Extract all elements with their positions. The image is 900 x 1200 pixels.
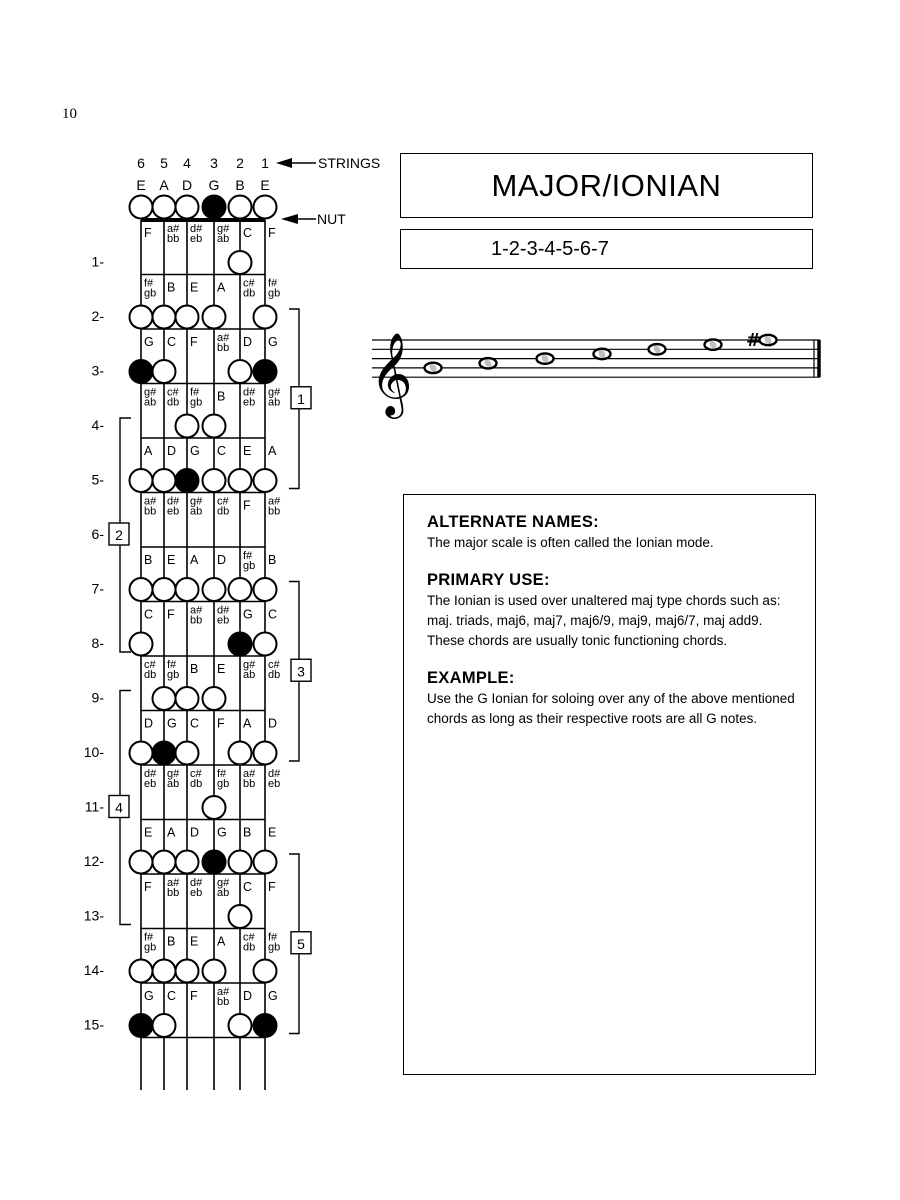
note-name: G bbox=[190, 444, 200, 458]
note-name: B bbox=[190, 662, 199, 676]
note-name: C bbox=[243, 880, 253, 894]
note-flat: bb bbox=[190, 614, 203, 627]
root-note-dot bbox=[229, 633, 252, 656]
scale-note-dot bbox=[203, 687, 226, 710]
note-flat: eb bbox=[144, 778, 157, 790]
scale-note-dot bbox=[254, 469, 277, 492]
scale-note-dot bbox=[229, 905, 252, 928]
note-name bbox=[190, 496, 203, 518]
scale-note-dot bbox=[153, 960, 176, 983]
note-name: D bbox=[243, 335, 253, 349]
fret-number-label: 2- bbox=[91, 308, 104, 324]
fret-number-label: 12- bbox=[83, 853, 104, 869]
note-name: F bbox=[144, 226, 152, 240]
root-note-dot bbox=[203, 851, 226, 874]
note-name bbox=[167, 768, 180, 790]
note-name: G bbox=[217, 825, 227, 840]
scale-note-dot bbox=[176, 960, 199, 983]
scale-note-dot bbox=[203, 469, 226, 492]
note-sharp: d# bbox=[268, 768, 281, 780]
note-name: A bbox=[268, 444, 277, 458]
position-number: 4 bbox=[115, 799, 123, 816]
note-name bbox=[243, 932, 256, 954]
sharp-sign: # bbox=[746, 330, 762, 351]
note-name: E bbox=[268, 825, 277, 840]
note-flat: bb bbox=[167, 887, 180, 899]
note-sharp: f# bbox=[144, 931, 154, 944]
note-name bbox=[190, 877, 203, 899]
note-name bbox=[190, 768, 203, 790]
note-flat: bb bbox=[217, 996, 230, 1008]
note-name: E bbox=[190, 934, 199, 949]
note-flat: gb bbox=[144, 287, 157, 300]
note-name: F bbox=[217, 716, 225, 731]
note-name: C bbox=[190, 716, 200, 731]
note-sharp: g# bbox=[167, 768, 180, 780]
scale-note-dot bbox=[130, 633, 153, 656]
music-staff bbox=[0, 0, 900, 420]
note-flat: eb bbox=[190, 887, 203, 899]
note-sharp: a# bbox=[268, 495, 281, 508]
note-flat: db bbox=[243, 941, 256, 954]
note-sharp: g# bbox=[217, 877, 230, 889]
fret-number-label: 4- bbox=[91, 417, 104, 433]
note-name bbox=[268, 932, 280, 954]
note-sharp: f# bbox=[268, 277, 278, 290]
note-flat: eb bbox=[167, 505, 180, 518]
scale-note-dot bbox=[130, 851, 153, 874]
note-name: F bbox=[243, 498, 251, 513]
scale-note-dot bbox=[153, 578, 176, 601]
scale-note-dot bbox=[203, 796, 226, 819]
note-flat: bb bbox=[268, 505, 281, 518]
note-name: B bbox=[217, 389, 226, 404]
note-sharp: g# bbox=[190, 495, 203, 508]
open-string-note: E bbox=[260, 177, 270, 193]
note-name: A bbox=[167, 825, 176, 840]
note-name: F bbox=[190, 335, 198, 349]
note-name bbox=[217, 768, 229, 790]
fret-number-label: 3- bbox=[91, 362, 104, 379]
note-flat: eb bbox=[268, 778, 281, 790]
string-number: 3 bbox=[210, 155, 218, 171]
note-sharp: c# bbox=[217, 495, 229, 508]
scale-note-dot bbox=[130, 578, 153, 601]
note-flat: gb bbox=[190, 396, 203, 409]
note-sharp: a# bbox=[190, 604, 203, 617]
scale-note-dot bbox=[229, 1014, 252, 1037]
scale-title: MAJOR/IONIAN bbox=[491, 167, 722, 203]
note-name: F bbox=[167, 607, 175, 622]
note-sharp: d# bbox=[190, 223, 203, 235]
note-name: F bbox=[144, 880, 152, 894]
note-name bbox=[217, 605, 230, 627]
note-flat: db bbox=[217, 505, 230, 518]
note-name: F bbox=[268, 880, 276, 894]
note-name bbox=[190, 605, 203, 627]
scale-note-dot bbox=[229, 469, 252, 492]
note-name: G bbox=[167, 716, 177, 731]
note-name: E bbox=[167, 553, 176, 567]
note-name bbox=[217, 877, 230, 899]
note-sharp: g# bbox=[217, 223, 230, 235]
note-flat: bb bbox=[243, 778, 256, 790]
note-name: B bbox=[144, 553, 153, 567]
note-name bbox=[243, 768, 256, 790]
fret-number-label: 10- bbox=[83, 744, 104, 760]
note-sharp: c# bbox=[144, 659, 156, 671]
whole-note bbox=[594, 349, 611, 359]
root-note-dot bbox=[153, 742, 176, 765]
note-sharp: a# bbox=[167, 877, 180, 889]
note-flat: db bbox=[243, 287, 256, 300]
scale-note-dot bbox=[176, 578, 199, 601]
note-name bbox=[144, 932, 156, 954]
whole-note bbox=[480, 358, 497, 368]
string-number: 2 bbox=[236, 155, 244, 171]
note-name: B bbox=[243, 825, 252, 840]
scale-note-dot bbox=[254, 851, 277, 874]
note-sharp: c# bbox=[190, 768, 202, 780]
note-name: A bbox=[190, 553, 199, 567]
note-name: D bbox=[167, 444, 177, 458]
note-flat: ab bbox=[268, 396, 281, 409]
note-sharp: f# bbox=[268, 931, 278, 944]
open-string-note: B bbox=[235, 177, 245, 193]
fret-number-label: 1- bbox=[91, 253, 104, 270]
scale-note-dot bbox=[130, 960, 153, 983]
string-number: 4 bbox=[183, 155, 191, 171]
note-sharp: d# bbox=[167, 495, 180, 508]
string-number: 5 bbox=[160, 155, 168, 171]
whole-note bbox=[705, 339, 722, 349]
note-sharp: c# bbox=[268, 659, 280, 671]
strings-label: STRINGS bbox=[318, 155, 381, 171]
fret-number-label: 11- bbox=[84, 798, 104, 815]
note-name bbox=[268, 768, 281, 790]
root-note-dot bbox=[130, 1014, 153, 1037]
note-name: C bbox=[268, 607, 278, 622]
note-name bbox=[268, 659, 281, 681]
note-flat: db bbox=[268, 669, 281, 681]
example-text: Use the G Ionian for soloing over any of the above mentioned chords as long as their respective roots are all G notes. bbox=[427, 691, 795, 726]
note-sharp: a# bbox=[167, 223, 180, 235]
note-name bbox=[243, 659, 256, 681]
note-name bbox=[268, 496, 281, 518]
root-note-dot bbox=[176, 469, 199, 492]
note-name: A bbox=[217, 934, 226, 949]
scale-note-dot bbox=[229, 742, 252, 765]
note-name: D bbox=[217, 553, 227, 567]
note-flat: db bbox=[144, 669, 157, 681]
note-flat: ab bbox=[217, 233, 230, 245]
scale-note-dot bbox=[153, 1014, 176, 1037]
note-name: G bbox=[144, 335, 154, 349]
note-name: A bbox=[243, 716, 252, 731]
note-name: F bbox=[268, 226, 276, 240]
note-flat: db bbox=[167, 396, 180, 409]
note-name: G bbox=[268, 335, 278, 349]
position-number: 3 bbox=[297, 663, 305, 680]
fret-number-label: 9- bbox=[91, 689, 104, 706]
note-sharp: a# bbox=[144, 495, 157, 508]
alternate-names-text: The major scale is often called the Ionian mode. bbox=[427, 535, 714, 550]
scale-note-dot bbox=[130, 742, 153, 765]
scale-note-dot bbox=[176, 687, 199, 710]
note-name: C bbox=[167, 989, 177, 1003]
scale-note-dot bbox=[254, 742, 277, 765]
info-box bbox=[403, 494, 816, 1075]
note-sharp: d# bbox=[243, 386, 256, 399]
note-name: C bbox=[217, 444, 227, 458]
treble-clef-icon: 𝄞 bbox=[370, 331, 413, 415]
note-name bbox=[167, 496, 180, 518]
note-name bbox=[167, 659, 179, 681]
open-string-note: E bbox=[136, 177, 146, 193]
fret-number-label: 8- bbox=[91, 635, 104, 651]
position-number: 5 bbox=[297, 935, 305, 952]
note-name: C bbox=[243, 226, 253, 240]
note-flat: gb bbox=[217, 778, 230, 790]
note-name: E bbox=[190, 280, 199, 295]
note-sharp: f# bbox=[167, 659, 177, 671]
note-sharp: f# bbox=[217, 768, 227, 780]
note-flat: eb bbox=[190, 233, 203, 245]
note-flat: ab bbox=[190, 505, 203, 518]
note-sharp: c# bbox=[167, 386, 179, 399]
note-name: C bbox=[167, 335, 177, 349]
note-sharp: d# bbox=[190, 877, 203, 889]
position-number: 2 bbox=[115, 527, 123, 543]
scale-note-dot bbox=[203, 578, 226, 601]
scale-note-dot bbox=[176, 742, 199, 765]
root-note-dot bbox=[254, 1014, 277, 1037]
note-name bbox=[144, 496, 157, 518]
note-sharp: a# bbox=[217, 986, 230, 998]
note-flat: gb bbox=[167, 669, 180, 681]
position-number: 1 bbox=[297, 390, 305, 407]
note-name bbox=[167, 877, 180, 899]
scale-note-dot bbox=[229, 851, 252, 874]
note-name: G bbox=[243, 607, 253, 622]
scale-note-dot bbox=[254, 960, 277, 983]
note-name: D bbox=[268, 716, 278, 731]
nut-label: NUT bbox=[317, 211, 346, 227]
note-name: F bbox=[190, 989, 198, 1003]
note-name bbox=[144, 768, 157, 790]
open-string-note: A bbox=[159, 177, 169, 193]
note-sharp: g# bbox=[268, 386, 281, 399]
note-sharp: d# bbox=[144, 768, 157, 780]
note-flat: gb bbox=[268, 287, 281, 300]
note-name: C bbox=[144, 607, 154, 622]
scale-note-dot bbox=[130, 469, 153, 492]
note-flat: eb bbox=[217, 614, 230, 627]
note-flat: bb bbox=[144, 505, 157, 518]
note-sharp: a# bbox=[243, 768, 256, 780]
note-name bbox=[217, 986, 230, 1008]
note-flat: gb bbox=[243, 560, 256, 572]
note-sharp: f# bbox=[190, 386, 200, 399]
fret-number-label: 15- bbox=[83, 1016, 104, 1033]
fret-number-label: 6- bbox=[91, 526, 104, 542]
note-flat: ab bbox=[144, 396, 157, 409]
note-flat: ab bbox=[243, 669, 256, 681]
note-sharp: c# bbox=[243, 931, 255, 944]
note-name: G bbox=[144, 989, 154, 1003]
note-name: A bbox=[144, 444, 153, 458]
note-flat: gb bbox=[268, 941, 281, 954]
alternate-names-heading: ALTERNATE NAMES: bbox=[427, 513, 599, 531]
whole-note bbox=[760, 335, 777, 345]
whole-note bbox=[649, 344, 666, 354]
note-name bbox=[217, 496, 230, 518]
open-string-note: D bbox=[181, 177, 193, 193]
note-sharp: c# bbox=[243, 277, 255, 290]
note-name: E bbox=[144, 825, 153, 840]
fret-number-label: 13- bbox=[83, 907, 104, 924]
note-flat: ab bbox=[217, 887, 230, 899]
scale-note-dot bbox=[229, 578, 252, 601]
scale-note-dot bbox=[203, 960, 226, 983]
note-sharp: g# bbox=[144, 386, 157, 399]
scale-note-dot bbox=[153, 851, 176, 874]
note-sharp: g# bbox=[243, 659, 256, 671]
note-flat: eb bbox=[243, 396, 256, 409]
note-flat: gb bbox=[144, 941, 157, 954]
note-sharp: a# bbox=[217, 332, 230, 344]
note-flat: bb bbox=[167, 233, 180, 245]
string-number: 6 bbox=[137, 155, 145, 171]
note-name: B bbox=[268, 553, 277, 567]
whole-note bbox=[425, 363, 442, 373]
note-name: G bbox=[268, 989, 278, 1003]
page-number: 10 bbox=[62, 106, 77, 122]
scale-note-dot bbox=[153, 469, 176, 492]
note-sharp: d# bbox=[217, 604, 230, 617]
primary-use-text: The Ionian is used over unaltered maj type chords such as: maj. triads, maj6, maj7, maj6/9, maj9, maj6/7, maj add9. These chords are usually tonic functioning chords. bbox=[427, 593, 781, 648]
scale-formula: 1-2-3-4-5-6-7 bbox=[491, 237, 609, 260]
fret-number-label: 14- bbox=[83, 962, 104, 978]
open-string-note: G bbox=[208, 177, 220, 193]
scale-note-dot bbox=[254, 633, 277, 656]
fret-number-label: 5- bbox=[91, 471, 104, 488]
scale-note-dot bbox=[254, 578, 277, 601]
whole-note bbox=[537, 353, 554, 363]
note-name: E bbox=[217, 662, 226, 676]
note-name: D bbox=[144, 716, 154, 731]
note-flat: bb bbox=[217, 342, 230, 354]
scale-note-dot bbox=[153, 687, 176, 710]
string-number: 1 bbox=[261, 155, 269, 171]
scale-note-dot bbox=[176, 851, 199, 874]
note-name: B bbox=[167, 280, 176, 295]
note-name: B bbox=[167, 934, 176, 949]
note-sharp: f# bbox=[144, 277, 154, 290]
example-heading: EXAMPLE: bbox=[427, 669, 515, 687]
note-name bbox=[144, 659, 157, 681]
fret-number-label: 7- bbox=[91, 580, 104, 597]
note-name: D bbox=[190, 825, 200, 840]
note-name: E bbox=[243, 444, 252, 458]
note-flat: db bbox=[190, 778, 203, 790]
note-name: D bbox=[243, 989, 253, 1003]
primary-use-heading: PRIMARY USE: bbox=[427, 571, 550, 589]
note-name bbox=[243, 550, 255, 572]
note-sharp: f# bbox=[243, 550, 253, 562]
note-flat: ab bbox=[167, 778, 180, 790]
note-name: A bbox=[217, 280, 226, 295]
